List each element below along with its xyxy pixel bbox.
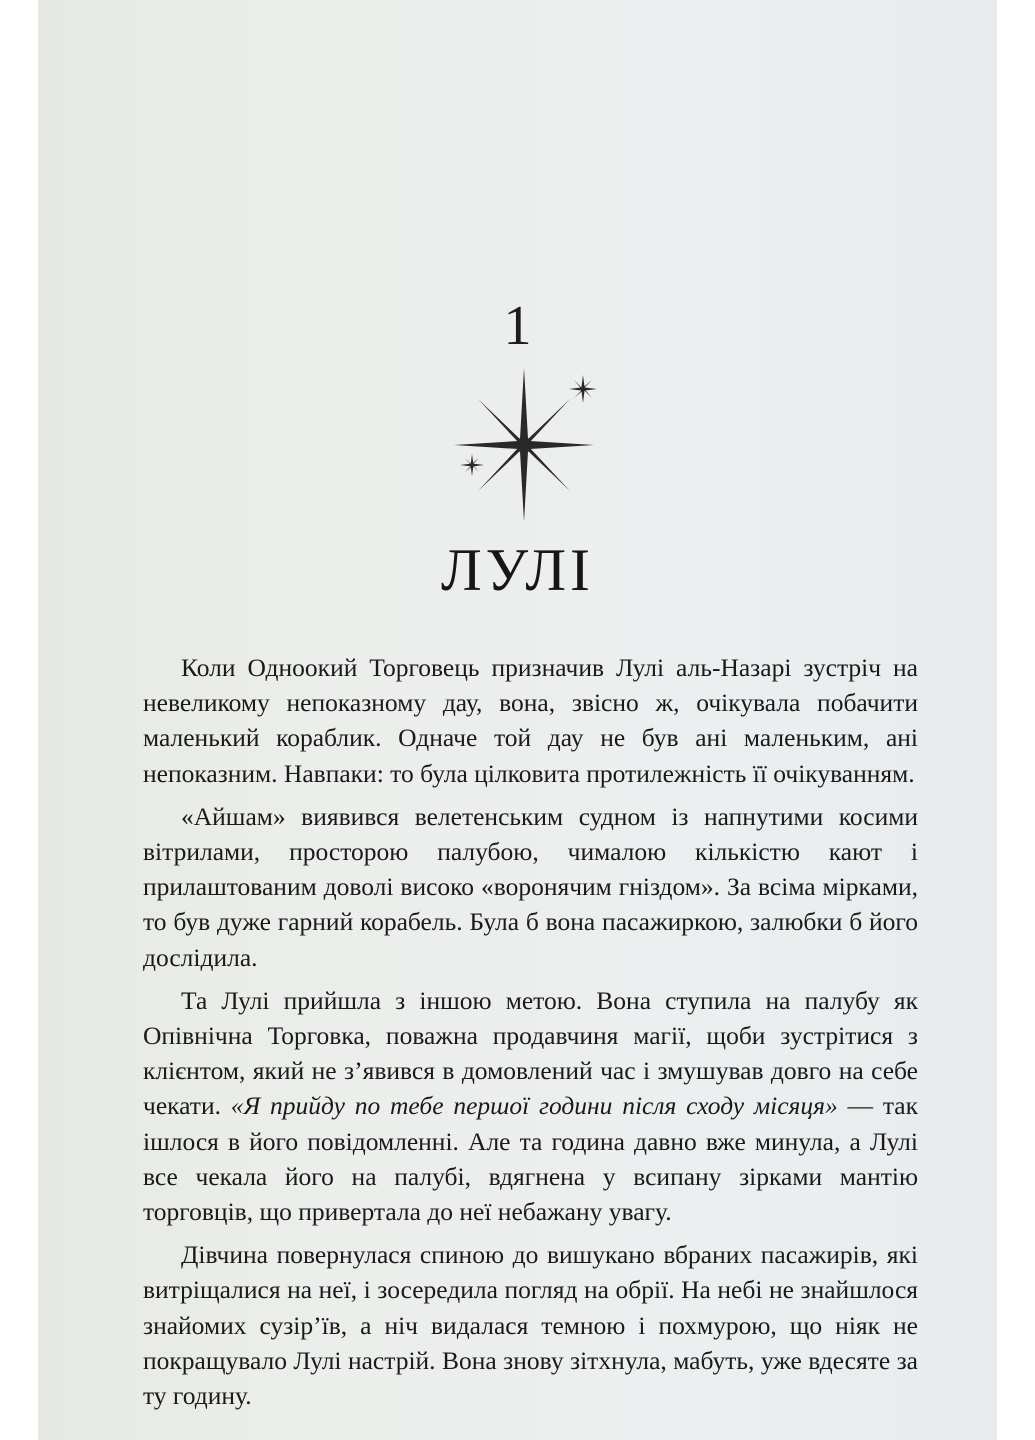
chapter-title: ЛУЛІ [440, 537, 595, 603]
paragraph-text: Та Лулі прийшла з іншою метою. Вона ступила на палубу як Опівнічна Торговка, поважна продавчиня магії, щоби зустрітися з клієнтом, який не з’явився в домовлений час і змушував довго на себе чекати. [143, 985, 918, 1121]
star-cluster-icon [448, 360, 608, 520]
italic-quote: «Я прийду по тебе першої години після сходу місяця» [230, 1091, 838, 1121]
paragraph: «Айшам» виявився велетенським судном із напнутими косими вітрилами, просторою палубою, чималою кількістю кают і прилаштованим доволі високо «воронячим гніздом». За всіма мірками, то був дуже гарний корабель. Була б вона пасажиркою, залюбки б його дослідила. [143, 801, 918, 972]
paragraph: Дівчина повернулася спиною до вишукано вбраних пасажирів, які витріщалися на неї, і зосередила погляд на обрії. На небі не знайшлося знайомих сузір’їв, а ніч видалася темною і похмурою, що ніяк не покращувало Лулі настрій. Вона знову зітхнула, мабуть, уже вдесяте за ту годину. [143, 1240, 918, 1411]
paragraph: Коли Одноокий Торговець призначив Лулі аль-Назарі зустріч на невеликому непоказному дау, вона, звісно ж, очікувала побачити маленький кораблик. Одначе той дау не був ані маленьким, ані непоказним. Навпаки: то була цілковита протилежність її очікуванням. [143, 653, 918, 788]
book-page [38, 0, 997, 1440]
paragraph-text: — так ішлося в його повідомленні. Але та година давно вже минула, а Лулі все чекала його на палубі, вдягнена у всипану зірками мантію торговців, що привертала до неї небажану увагу. [143, 1091, 918, 1227]
chapter-body [143, 650, 918, 1421]
paragraph [143, 983, 918, 1229]
chapter-number: 1 [503, 295, 532, 357]
